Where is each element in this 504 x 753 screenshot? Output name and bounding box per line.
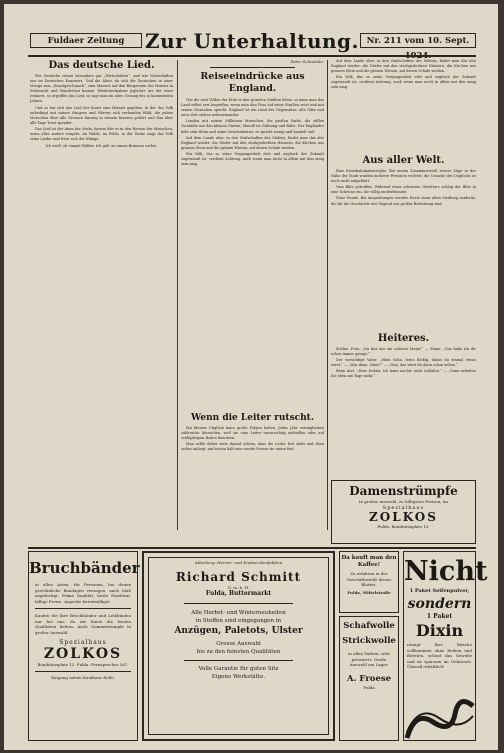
ad-body: in allen Farben, sehr preiswert. Große Auswahl am Lager.: [347, 651, 391, 667]
ad-address: Bonifatiusplatz 13. Fulda. Fernsprecher 367.: [37, 662, 129, 667]
ad-line: in Stoffen sind eingegangen in: [195, 618, 282, 624]
ad-line: sondern: [407, 596, 472, 612]
ad-title: Schafwolle: [343, 621, 395, 631]
newspaper-page: [4, 4, 498, 750]
ad-address: Fulda, Bonifatiusplatz 13.: [377, 523, 430, 529]
article-heiteres: [331, 332, 476, 477]
paragraph: Ein kleines Unglück kann große Folgen haben. Jedes Jahr verunglücken zahlreiche Menschen, weil sie eine Leiter unvorsichtig aufstellen oder auf schlüpfrigem Boden benutzen.: [181, 426, 324, 441]
headline-reise: Reiseeindrücke aus England.: [200, 71, 305, 94]
headline-leiter: Wenn die Leiter rutscht.: [191, 413, 314, 423]
ad-title: Bruchbänder: [29, 559, 140, 577]
paragraph: Das Lied ist der Atem der Seele; darum lebt es in den Herzen der Menschen, wenn alles andere vergeht. Im Walde, im Felde, in der Stube singt das Volk seine Lieder und freut sich der Klänge.: [30, 126, 173, 142]
ad-line: 1 Paket: [426, 613, 453, 620]
ad-shop-label: Spezialhaus: [382, 504, 425, 511]
ad-subtitle: Strickwolle: [342, 636, 396, 646]
paragraph: Der vorsichtige Vater. „Mein Sohn, lerne fleißig, damit du einmal etwas wirst.“ — „Was denn, Vater?“ — „Nun, das wirst du dann schon sehen.“: [331, 358, 476, 368]
paragraph: Und so hat sich das Lied der Kunst eine Heimat gegeben, in der das Volk unbedingt mit seinen Sängern und Hörern sich verbunden fühlt, die jedem Menschen über alle Grenzen hinweg in seinem Inneren gehört und ihm über alle Tage Trost spendet.: [30, 105, 173, 125]
ad-shop: Fulda, Mittelstraße: [347, 589, 391, 595]
ad-line: Dixin: [415, 621, 464, 640]
divider: [35, 671, 131, 672]
signature: Peter Schneider.: [290, 59, 324, 64]
paragraph: London mit seinen Millionen Menschen, die großen Parks, die stillen Vorstädte mit den kleinen Gärten; überall ist Ordnung und Ruhe. Der Engländer liebt sein Heim und seine Gewohnheiten; er spricht wenig und handelt viel.: [181, 119, 324, 134]
section-title: Zur Unterhaltung.: [145, 29, 359, 53]
ad-inner-frame: [148, 557, 329, 735]
ad-schafwolle: [339, 616, 399, 741]
paragraph: Eine Eisenbahnkatastrophe. Bei einem Zusammenstoß zweier Züge in der Nähe der Stadt wurden mehrere Personen verletzt; die Ursache des Unglücks ist noch nicht aufgeklärt.: [331, 169, 476, 184]
ad-artwork: [404, 702, 475, 740]
article-lied: [30, 59, 173, 535]
divider: [184, 660, 293, 661]
ad-name: A. Froese: [346, 673, 392, 684]
ad-richard-schmitt: [142, 551, 335, 741]
paper-name: Fuldaer Zeitung: [30, 33, 142, 48]
ads-rule: [28, 547, 476, 549]
paragraph: Neue Funde. Bei Ausgrabungen wurden Reste einer alten Siedlung entdeckt, die für die Geschichte der Gegend von großer Bedeutung sind.: [331, 196, 476, 206]
article-leiter: [181, 412, 324, 534]
ad-body: reinigt Ihre Wäsche vollkommen ohne Reiben und Bürsten, schont das Gewebe und ist sparsam im Gebrauch. Überall erhältlich!: [407, 642, 472, 669]
issue-number: Nr. 211 vom 10. Sept.: [360, 33, 476, 48]
ad-line: bis zu den feinsten Qualitäten: [196, 649, 281, 655]
ad-damenstruempfe: [331, 480, 476, 544]
ad-subtext: Kaufen Sie Ihre Bruchbänder und Leibbinden nur bei uns, da wir Ihnen die besten Qualitäten liefern. Auch Gummistrümpfe in großer Auswahl.: [35, 613, 131, 635]
header-rule: [28, 55, 476, 57]
headline-welt: Aus aller Welt.: [362, 155, 445, 166]
divider: [184, 603, 293, 604]
ad-kaffee: [339, 551, 399, 613]
article-welt: [331, 154, 476, 334]
column-separator: [177, 60, 178, 530]
paragraph: Wie Deutsche reisen besonders gar „Wirtschaften“, und wie Wirtschaften uns im Deutschen Kommerz. Und die Alten, da sich die Deutschen in einer Menge zum „Kunstgeschmack“, zum Mensch auf den Bürgersinn des Heimes in Sehnsucht und Wanderlust kamen. Wiederaufnahme jeglicher Art der ernst erinnert, so ergriffen das Lied, so sagt man im alten Gesang des in kommenden Jahren.: [30, 74, 173, 104]
ad-shop-name: ZOLKOS: [43, 646, 123, 662]
ad-headline: Nicht: [404, 556, 488, 587]
ad-line: Grosse Auswahl: [216, 641, 261, 647]
ad-line: Alle Herbst- und Winterneuheiten: [191, 610, 286, 616]
ad-body: in großer Auswahl, zu billigsten Preisen, im: [359, 499, 448, 504]
paragraph: Beim Arzt. „Herr Doktor, ich kann nachts nicht schlafen.“ — „Dann arbeiten Sie eben am Tage mehr.“: [331, 369, 476, 379]
paragraph: Ein Volk, das so seine Vergangenheit ehrt und zugleich der Zukunft zugewandt ist, verdient Achtung, auch wenn man nicht in allem mit ihm einig sein mag.: [181, 151, 324, 167]
ad-title: Damenstrümpfe: [349, 484, 458, 498]
swirl-artwork: [405, 702, 475, 740]
ad-line: Eigene Werkstätte.: [211, 674, 266, 680]
paragraph: Wie die weit Völker der Erde in den grössten Städten leben, so kann man das Land selbst erst begreifen, wenn man den Fuss auf seine Straßen setzt und mit seinen Menschen spricht. England ist ein Land der Gegensätze, alte Sitte und neue Zeit stehen nebeneinander.: [181, 98, 324, 118]
ad-subtitle: G. m. b. H.: [227, 584, 250, 590]
ad-body: Zu erfahren in der Geschäftsstelle dieses Blattes.: [346, 571, 392, 587]
ad-dixin: [403, 551, 488, 741]
column-separator: [327, 60, 328, 530]
ad-line: Anzügen, Paletots, Ulster: [174, 626, 303, 636]
ad-title: Da kauft man den Kaffee!: [341, 555, 397, 568]
divider: [35, 608, 131, 609]
ad-bruchbaender: [28, 551, 138, 741]
ad-city: Fulda: [363, 684, 375, 690]
paragraph: Auf dem Lande aber, in den Grafschaften des Südens, findet man das alte England wieder: die Dörfer mit den strohgedeckten Häusern, die Kirchen aus grauem Stein und die grünen Wiesen, auf denen Schafe weiden.: [181, 135, 324, 150]
paragraph: Ein Volk, das so seine Vergangenheit ehrt und zugleich der Zukunft zugewandt ist, verdient Achtung, auch wenn man nicht in allem mit ihm einig sein mag.: [331, 75, 476, 90]
ad-title: Richard Schmitt: [175, 569, 302, 584]
ad-shop-label: Spezialhaus: [59, 639, 107, 646]
headline-heiteres: Heiteres.: [377, 333, 430, 344]
paragraph: Man sollte daher stets darauf achten, dass die Leiter fest steht und oben sicher anliegt; am besten hält eine zweite Person sie unten fest.: [181, 442, 324, 452]
headline-lied: Das deutsche Lied.: [48, 60, 155, 71]
ad-footer: Eingang neben Kaufhaus Rolle.: [51, 674, 115, 680]
ad-shop-name: ZOLKOS: [369, 509, 438, 524]
ad-corner: Abteilung: Herren- und Knaben-Konfektion: [194, 560, 283, 565]
paragraph: Schlau. Frau: „Du bist mir ein schöner Mann!“ — Mann: „Das habe ich dir schon immer gesagt.“: [331, 347, 476, 357]
ad-line: Volle Garantie für guten Sitz: [198, 666, 279, 672]
ad-city: Fulda, Buttermarkt: [205, 590, 272, 597]
ad-line: 1 Paket Seifenpulver,: [409, 588, 470, 594]
paragraph: Auf dem Lande aber, in den Grafschaften des Südens, findet man das alte England wieder: die Dörfer mit den strohgedeckten Häusern, die Kirchen aus grauem Stein und die grünen Wiesen, auf denen Schafe weiden.: [331, 59, 476, 74]
paragraph: Vom Blitz getroffen. Während eines schweren Gewitters schlug der Blitz in eine Scheune ein, die völlig niederbrannte.: [331, 185, 476, 195]
paragraph: Ich weiß, ob einmal Wälder, Ich geh' an einem Brunnen vorbei.: [45, 144, 158, 149]
divider: [210, 67, 296, 68]
ad-body: in allen Arten, für Personen, bei denen gewöhnliche Bandagen versagen, nach Maß angefertigt. Prima Qualität, beste Passform, billige Preise. Anprobe bereitwilligst.: [35, 582, 131, 604]
